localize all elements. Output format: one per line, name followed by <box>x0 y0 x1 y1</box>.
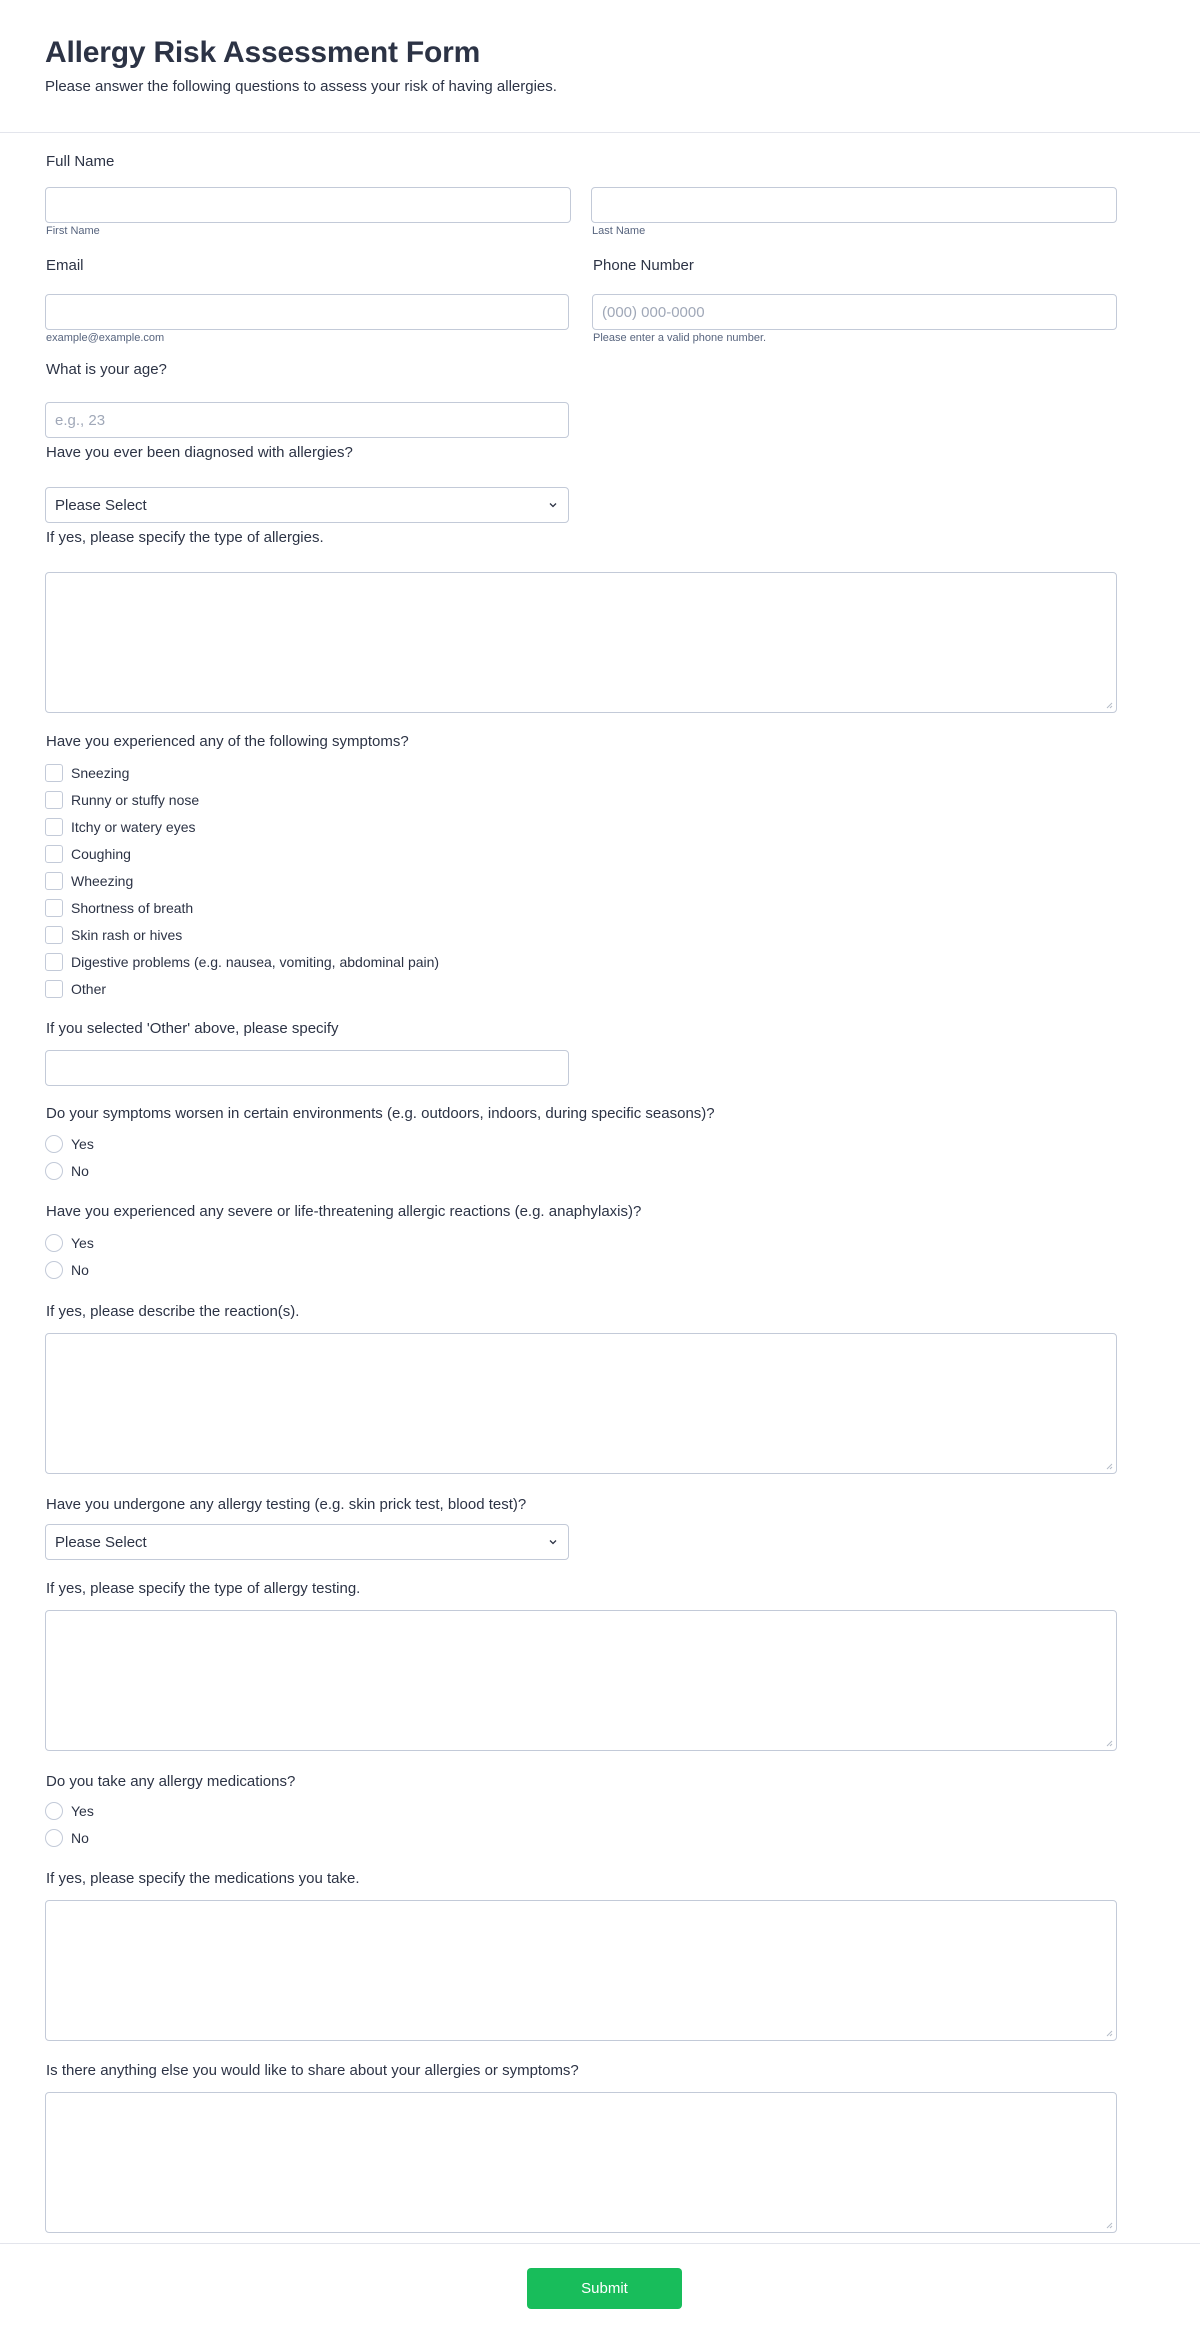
resize-grip-icon[interactable] <box>1106 1463 1113 1470</box>
checkbox[interactable] <box>45 764 63 782</box>
resize-grip-icon[interactable] <box>1106 2222 1113 2229</box>
full-name-label: Full Name <box>46 153 115 170</box>
testing-select-value: Please Select <box>55 1533 147 1551</box>
checkbox[interactable] <box>45 926 63 944</box>
environments-option-no[interactable]: No <box>45 1161 89 1181</box>
email-input[interactable] <box>45 294 569 330</box>
age-label: What is your age? <box>46 361 167 378</box>
form-header <box>0 0 1200 133</box>
submit-button[interactable]: Submit <box>527 2268 682 2309</box>
phone-sublabel: Please enter a valid phone number. <box>593 332 767 344</box>
resize-grip-icon[interactable] <box>1106 2030 1113 2037</box>
environments-option-yes[interactable]: Yes <box>45 1134 94 1154</box>
page-subtitle: Please answer the following questions to assess your risk of having allergies. <box>45 78 557 95</box>
allergy-types-label: If yes, please specify the type of allergies. <box>46 529 324 546</box>
email-label: Email <box>46 257 84 274</box>
symptom-option-shortness-of-breath[interactable]: Shortness of breath <box>45 898 193 918</box>
radio[interactable] <box>45 1261 63 1279</box>
severe-reactions-option-yes[interactable]: Yes <box>45 1233 94 1253</box>
testing-select[interactable] <box>45 1524 569 1560</box>
reaction-description-textarea[interactable] <box>45 1333 1117 1474</box>
first-name-sublabel: First Name <box>46 225 100 237</box>
symptoms-label: Have you experienced any of the following symptoms? <box>46 733 409 750</box>
severe-reactions-label: Have you experienced any severe or life-threatening allergic reactions (e.g. anaphylaxis)? <box>46 1203 642 1220</box>
symptom-option-itchy-eyes[interactable]: Itchy or watery eyes <box>45 817 196 837</box>
checkbox[interactable] <box>45 872 63 890</box>
radio[interactable] <box>45 1162 63 1180</box>
medications-list-label: If yes, please specify the medications you take. <box>46 1870 360 1887</box>
symptom-option-skin-rash[interactable]: Skin rash or hives <box>45 925 182 945</box>
last-name-input[interactable] <box>591 187 1117 223</box>
symptom-option-wheezing[interactable]: Wheezing <box>45 871 133 891</box>
resize-grip-icon[interactable] <box>1106 1740 1113 1747</box>
checkbox[interactable] <box>45 980 63 998</box>
page-title: Allergy Risk Assessment Form <box>45 36 481 69</box>
testing-type-textarea[interactable] <box>45 1610 1117 1751</box>
checkbox[interactable] <box>45 845 63 863</box>
reaction-description-label: If yes, please describe the reaction(s). <box>46 1303 300 1320</box>
resize-grip-icon[interactable] <box>1106 702 1113 709</box>
chevron-down-icon <box>547 1536 559 1548</box>
footer-divider <box>0 2243 1200 2244</box>
checkbox[interactable] <box>45 953 63 971</box>
symptom-option-runny-nose[interactable]: Runny or stuffy nose <box>45 790 199 810</box>
email-sublabel: example@example.com <box>46 332 165 344</box>
checkbox[interactable] <box>45 899 63 917</box>
phone-input[interactable] <box>592 294 1117 330</box>
testing-label: Have you undergone any allergy testing (e.g. skin prick test, blood test)? <box>46 1496 527 1513</box>
radio[interactable] <box>45 1829 63 1847</box>
diagnosed-label: Have you ever been diagnosed with allergies? <box>46 444 353 461</box>
other-specify-input[interactable] <box>45 1050 569 1086</box>
phone-label: Phone Number <box>593 257 694 274</box>
symptom-option-sneezing[interactable]: Sneezing <box>45 763 129 783</box>
radio[interactable] <box>45 1135 63 1153</box>
medications-option-no[interactable]: No <box>45 1828 89 1848</box>
symptom-option-other[interactable]: Other <box>45 979 106 999</box>
medications-option-yes[interactable]: Yes <box>45 1801 94 1821</box>
medications-list-textarea[interactable] <box>45 1900 1117 2041</box>
radio[interactable] <box>45 1234 63 1252</box>
checkbox[interactable] <box>45 791 63 809</box>
last-name-sublabel: Last Name <box>592 225 646 237</box>
checkbox[interactable] <box>45 818 63 836</box>
diagnosed-select-value: Please Select <box>55 496 147 514</box>
first-name-input[interactable] <box>45 187 571 223</box>
other-specify-label: If you selected 'Other' above, please specify <box>46 1020 339 1037</box>
medications-label: Do you take any allergy medications? <box>46 1773 296 1790</box>
diagnosed-select[interactable] <box>45 487 569 523</box>
radio[interactable] <box>45 1802 63 1820</box>
chevron-down-icon <box>547 499 559 511</box>
testing-type-label: If yes, please specify the type of allergy testing. <box>46 1580 361 1597</box>
environments-label: Do your symptoms worsen in certain environments (e.g. outdoors, indoors, during specific seasons)? <box>46 1105 715 1122</box>
symptom-option-digestive[interactable]: Digestive problems (e.g. nausea, vomiting, abdominal pain) <box>45 952 439 972</box>
allergy-types-textarea[interactable] <box>45 572 1117 713</box>
symptom-option-coughing[interactable]: Coughing <box>45 844 131 864</box>
anything-else-label: Is there anything else you would like to share about your allergies or symptoms? <box>46 2062 579 2079</box>
age-input[interactable] <box>45 402 569 438</box>
anything-else-textarea[interactable] <box>45 2092 1117 2233</box>
severe-reactions-option-no[interactable]: No <box>45 1260 89 1280</box>
